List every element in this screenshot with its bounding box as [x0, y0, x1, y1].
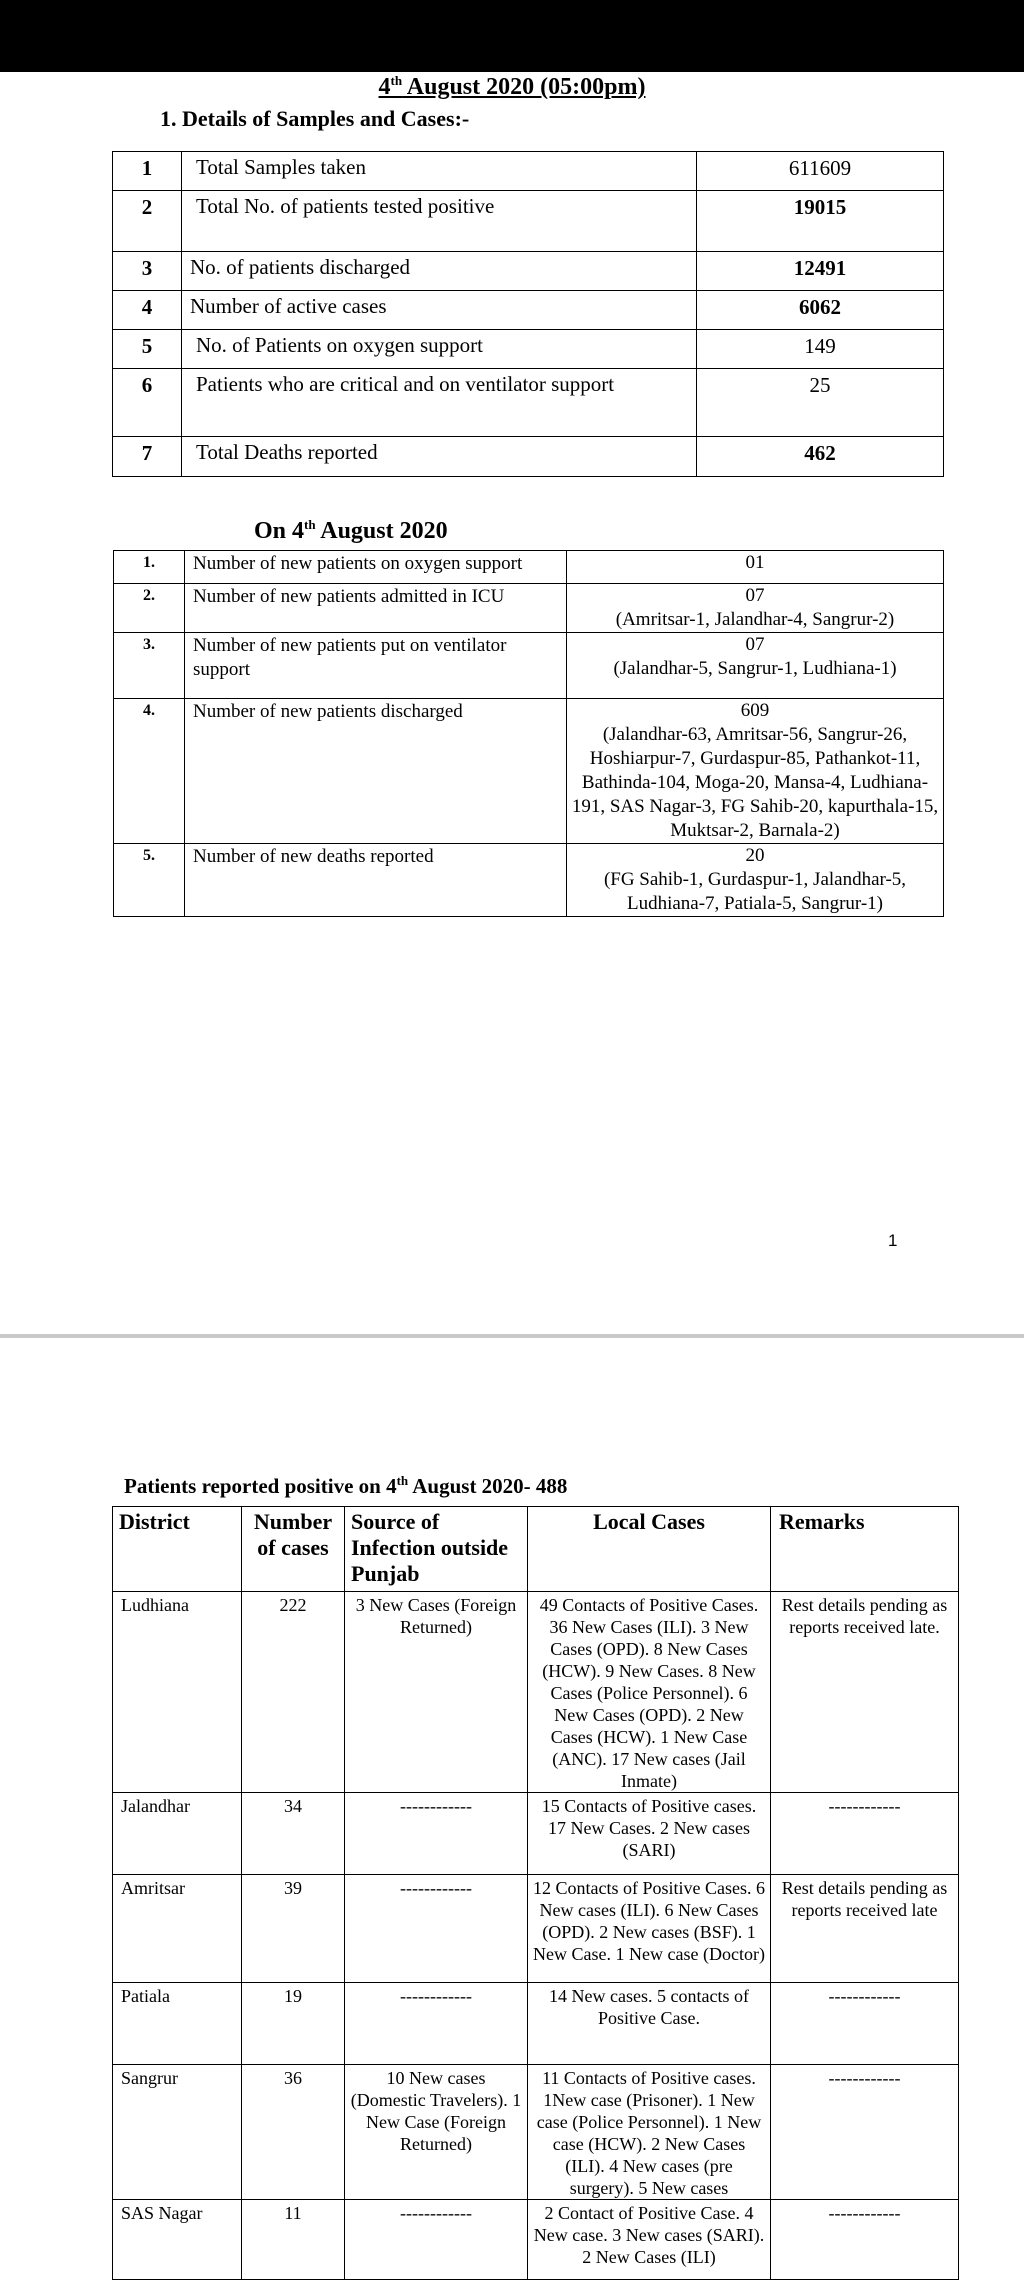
table-row: Patiala 19 ------------ 14 New cases. 5 contacts of Positive Case. ------------ [113, 1983, 959, 2065]
table-row: 1 Total Samples taken 611609 [113, 152, 944, 191]
table-row: Amritsar 39 ------------ 12 Contacts of Positive Cases. 6 New cases (ILI). 6 New Cases (OPD). 2 New cases (BSF). 1 New Case. 1 New case (Doctor) Rest details pending as reports received late [113, 1875, 959, 1983]
column-header-district: District [113, 1507, 242, 1592]
table-row: Ludhiana 222 3 New Cases (Foreign Returned) 49 Contacts of Positive Cases. 36 New Cases (ILI). 3 New Cases (OPD). 8 New Cases (HCW). 9 New Cases. 8 New Cases (Police Personnel). 6 New Cases (OPD). 2 New Cases (HCW). 1 New Case (ANC). 17 New cases (Jail Inmate) Rest details pending as reports received late. [113, 1592, 959, 1793]
table-row: Sangrur 36 10 New cases (Domestic Travelers). 1 New Case (Foreign Returned) 11 Contacts of Positive cases. 1New case (Prisoner). 1 New case (Police Personnel). 1 New case (HCW). 2 New Cases (ILI). 4 New cases (pre surgery). 5 New cases ------------ [113, 2065, 959, 2200]
section-heading: 1. Details of Samples and Cases:- [160, 106, 470, 131]
table-row: 3 No. of patients discharged 12491 [113, 252, 944, 291]
table-row: 2 Total No. of patients tested positive 19015 [113, 191, 944, 252]
table-row: 4 Number of active cases 6062 [113, 291, 944, 330]
column-header-remarks: Remarks [771, 1507, 959, 1592]
table-row: 7 Total Deaths reported 462 [113, 437, 944, 477]
table-row: 5 No. of Patients on oxygen support 149 [113, 330, 944, 369]
positive-cases-heading: Patients reported positive on 4th August 2020- 488 [124, 1473, 568, 1498]
table-header-row [113, 1507, 959, 1592]
column-header-number: Number of cases [242, 1507, 345, 1592]
table-row: 4. Number of new patients discharged 609 (Jalandhar-63, Amritsar-56, Sangrur-26, Hoshiarpur-7, Gurdaspur-85, Pathankot-11, Bathinda-104, Moga-20, Mansa-4, Ludhiana-191, SAS Nagar-3, FG Sahib-20, kapurthala-15, Muktsar-2, Barnala-2) [114, 699, 944, 844]
table-row: 6 Patients who are critical and on ventilator support 25 [113, 369, 944, 437]
page-number: 1 [888, 1231, 898, 1250]
district-cases-table [112, 1506, 959, 2280]
report-title: 4th August 2020 (05:00pm) [378, 73, 646, 100]
table-row: SAS Nagar 11 ------------ 2 Contact of Positive Case. 4 New case. 3 New cases (SARI). 2 New Cases (ILI) ------------ [113, 2200, 959, 2280]
summary-table [112, 151, 944, 477]
daily-heading: On 4th August 2020 [254, 517, 448, 544]
column-header-local: Local Cases [528, 1507, 771, 1592]
table-row: 3. Number of new patients put on ventilator support 07 (Jalandhar-5, Sangrur-1, Ludhiana-1) [114, 633, 944, 699]
table-row: 2. Number of new patients admitted in ICU 07 (Amritsar-1, Jalandhar-4, Sangrur-2) [114, 584, 944, 633]
daily-table [113, 550, 944, 917]
document-page-1 [0, 72, 1024, 1334]
table-row: 1. Number of new patients on oxygen support 01 [114, 551, 944, 584]
table-row: 5. Number of new deaths reported 20 (FG Sahib-1, Gurdaspur-1, Jalandhar-5, Ludhiana-7, Patiala-5, Sangrur-1) [114, 844, 944, 917]
table-row: Jalandhar 34 ------------ 15 Contacts of Positive cases. 17 New Cases. 2 New cases (SARI) ------------ [113, 1793, 959, 1875]
column-header-source: Source of Infection outside Punjab [345, 1507, 528, 1592]
top-black-bar [0, 0, 1024, 72]
document-page-2 [0, 1338, 1024, 2276]
